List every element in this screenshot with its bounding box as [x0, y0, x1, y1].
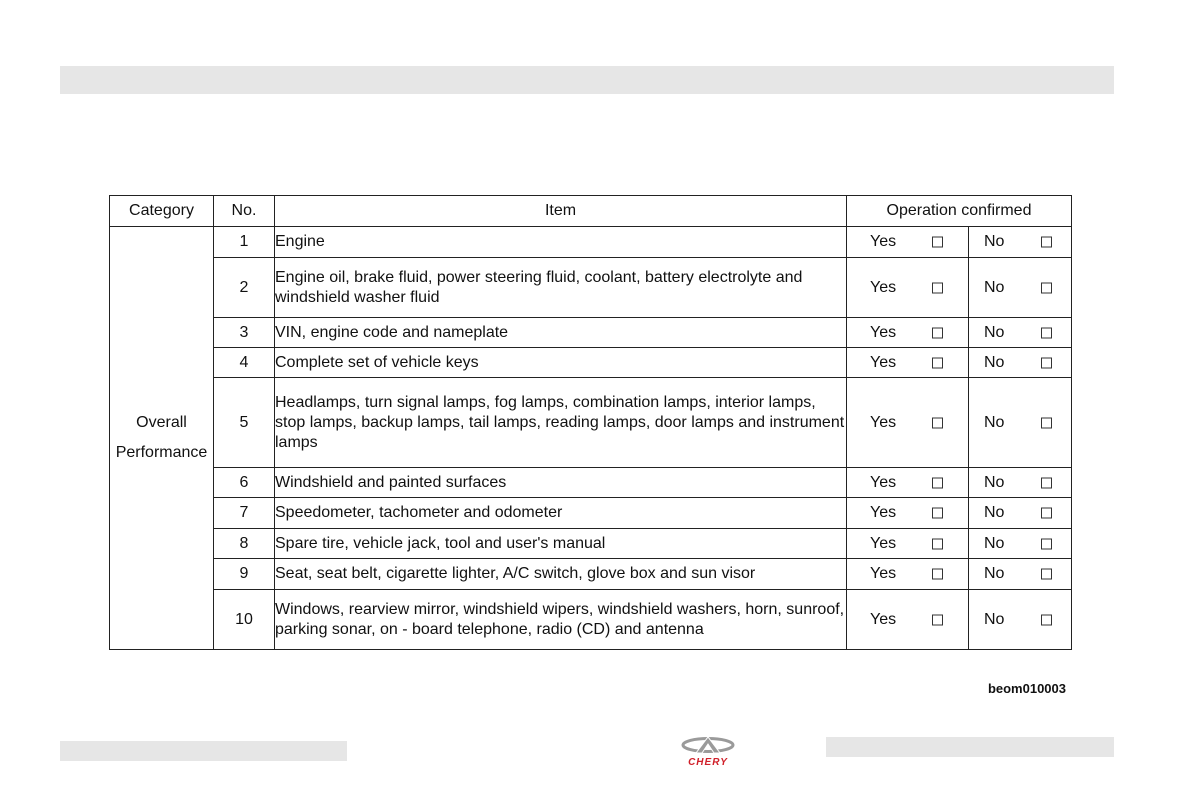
table-row — [110, 318, 1072, 348]
category-line-1: Overall — [136, 414, 187, 431]
no-label: No — [984, 610, 1005, 628]
no-checkbox[interactable] — [1041, 237, 1052, 248]
row-number: 2 — [214, 258, 275, 318]
footer-bar-right — [826, 737, 1114, 757]
number-header: No. — [214, 196, 275, 227]
no-label: No — [984, 413, 1005, 431]
row-item: VIN, engine code and nameplate — [275, 318, 847, 348]
row-number: 7 — [214, 498, 275, 529]
yes-cell — [847, 498, 969, 529]
no-checkbox[interactable] — [1041, 357, 1052, 368]
yes-cell — [847, 227, 969, 258]
no-cell — [969, 498, 1072, 529]
yes-checkbox[interactable] — [932, 327, 943, 338]
yes-cell — [847, 258, 969, 318]
yes-cell — [847, 348, 969, 378]
row-number: 10 — [214, 590, 275, 650]
yes-cell — [847, 590, 969, 650]
no-checkbox[interactable] — [1041, 614, 1052, 625]
table-row — [110, 498, 1072, 529]
row-item: Complete set of vehicle keys — [275, 348, 847, 378]
category-cell — [110, 227, 214, 650]
no-cell — [969, 468, 1072, 498]
no-checkbox[interactable] — [1041, 569, 1052, 580]
row-number: 1 — [214, 227, 275, 258]
inspection-checklist-table — [109, 195, 1072, 650]
row-number: 9 — [214, 559, 275, 590]
yes-checkbox[interactable] — [932, 569, 943, 580]
yes-checkbox[interactable] — [932, 508, 943, 519]
no-checkbox[interactable] — [1041, 538, 1052, 549]
row-item: Seat, seat belt, cigarette lighter, A/C switch, glove box and sun visor — [275, 559, 847, 590]
yes-label: Yes — [870, 413, 897, 431]
yes-checkbox[interactable] — [932, 614, 943, 625]
yes-checkbox[interactable] — [932, 417, 943, 428]
yes-label: Yes — [870, 504, 897, 521]
row-item: Windshield and painted surfaces — [275, 468, 847, 498]
no-checkbox[interactable] — [1041, 417, 1052, 428]
no-label: No — [984, 278, 1005, 296]
no-label: No — [984, 534, 1005, 552]
chery-emblem-icon — [676, 736, 740, 758]
yes-label: Yes — [870, 233, 897, 250]
figure-code: beom010003 — [987, 681, 1066, 696]
row-number: 4 — [214, 348, 275, 378]
row-item: Windows, rearview mirror, windshield wipers, windshield washers, horn, sunroof, parking sonar, on - board telephone, radio (CD) and antenna — [275, 590, 847, 650]
row-number: 3 — [214, 318, 275, 348]
item-header: Item — [275, 196, 847, 227]
category-header: Category — [110, 196, 214, 227]
table-row — [110, 378, 1072, 468]
table-row — [110, 258, 1072, 318]
yes-label: Yes — [870, 534, 897, 552]
yes-cell — [847, 318, 969, 348]
no-cell — [969, 559, 1072, 590]
operation-confirmed-header: Operation confirmed — [847, 196, 1072, 227]
no-checkbox[interactable] — [1041, 327, 1052, 338]
table-row — [110, 227, 1072, 258]
row-number: 8 — [214, 529, 275, 559]
row-number: 5 — [214, 378, 275, 468]
table-row — [110, 348, 1072, 378]
table-row — [110, 529, 1072, 559]
no-label: No — [984, 323, 1005, 341]
row-item: Engine — [275, 227, 847, 258]
logo-text: CHERY — [688, 757, 728, 768]
no-checkbox[interactable] — [1041, 282, 1052, 293]
no-label: No — [984, 353, 1005, 371]
yes-label: Yes — [870, 610, 897, 628]
chery-logo — [676, 736, 740, 772]
yes-label: Yes — [870, 353, 897, 371]
no-cell — [969, 348, 1072, 378]
yes-cell — [847, 468, 969, 498]
yes-label: Yes — [870, 323, 897, 341]
no-checkbox[interactable] — [1041, 508, 1052, 519]
no-checkbox[interactable] — [1041, 477, 1052, 488]
row-number: 6 — [214, 468, 275, 498]
no-cell — [969, 318, 1072, 348]
table-row — [110, 559, 1072, 590]
table-row — [110, 468, 1072, 498]
yes-cell — [847, 529, 969, 559]
no-label: No — [984, 473, 1005, 491]
no-cell — [969, 378, 1072, 468]
yes-checkbox[interactable] — [932, 357, 943, 368]
table-row — [110, 590, 1072, 650]
header-bar — [60, 66, 1114, 94]
row-item: Headlamps, turn signal lamps, fog lamps, combination lamps, interior lamps, stop lamps, backup lamps, tail lamps, reading lamps, door lamps and instrument lamps — [275, 378, 847, 468]
yes-label: Yes — [870, 473, 897, 491]
table-header-row — [110, 196, 1072, 227]
row-item: Engine oil, brake fluid, power steering fluid, coolant, battery electrolyte and windshield washer fluid — [275, 258, 847, 318]
no-cell — [969, 590, 1072, 650]
yes-checkbox[interactable] — [932, 237, 943, 248]
yes-cell — [847, 378, 969, 468]
yes-checkbox[interactable] — [932, 477, 943, 488]
yes-label: Yes — [870, 565, 897, 582]
footer-bar-left — [60, 741, 347, 761]
yes-checkbox[interactable] — [932, 538, 943, 549]
no-cell — [969, 227, 1072, 258]
row-item: Spare tire, vehicle jack, tool and user's manual — [275, 529, 847, 559]
no-label: No — [984, 233, 1005, 250]
no-label: No — [984, 565, 1005, 582]
row-item: Speedometer, tachometer and odometer — [275, 498, 847, 529]
no-cell — [969, 258, 1072, 318]
category-line-2: Performance — [115, 444, 208, 461]
yes-checkbox[interactable] — [932, 282, 943, 293]
yes-cell — [847, 559, 969, 590]
no-label: No — [984, 504, 1005, 521]
no-cell — [969, 529, 1072, 559]
yes-label: Yes — [870, 278, 897, 296]
